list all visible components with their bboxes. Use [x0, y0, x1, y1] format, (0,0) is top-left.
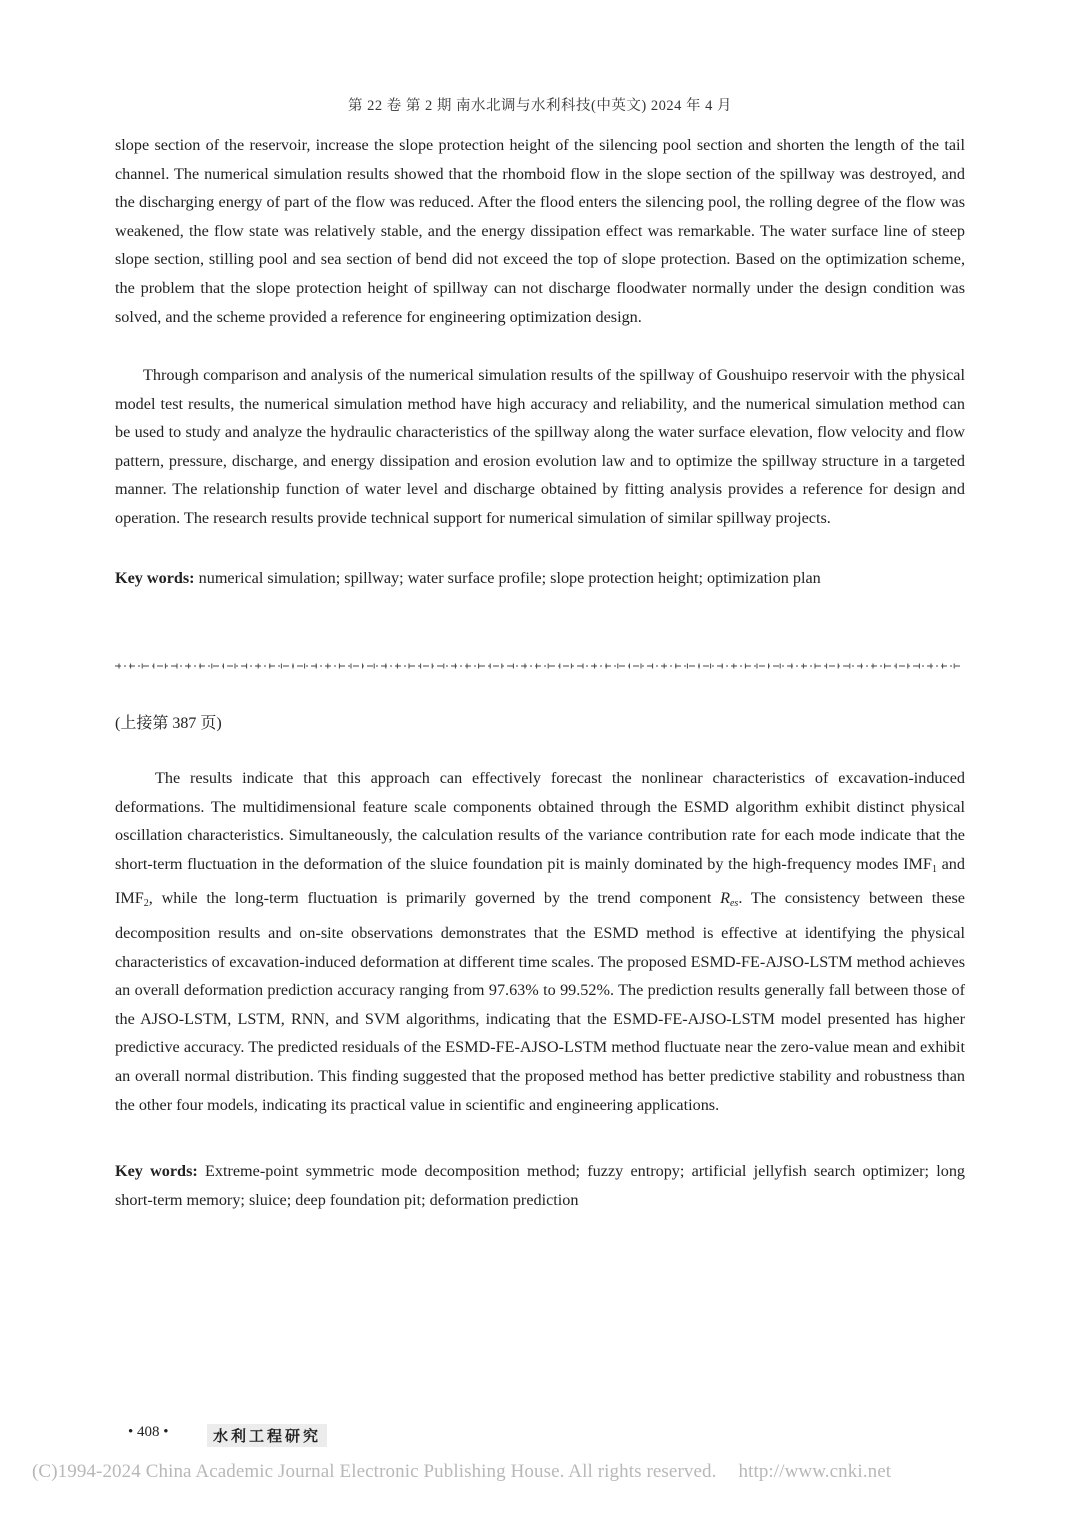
copyright-url[interactable]: http://www.cnki.net — [738, 1461, 892, 1482]
imf-term: IMF — [115, 889, 144, 908]
section-divider — [115, 662, 960, 670]
paragraph-text: The results indicate that this approach can effectively forecast the nonlinear characteristics of excavation-induced deformations. The multidimensional feature scale components obtained through the ESMD algorithm exhibit distinct physical oscillation characteristics. Simultaneously, the calculation results of the variance contribution rate for each mode indicate that the short-term fluctuation in the deformation of the sluice foundation pit is mainly dominated by the high-frequency modes — [115, 769, 965, 873]
paragraph-text: . The consistency between these decomposition results and on-site observations demonstrates that the ESMD method is effective at identifying the physical characteristics of excavation-induced deformation at different time scales. The proposed ESMD-FE-AJSO-LSTM method achieves an overall deformation prediction accuracy ranging from 97.63% to 99.52%. The prediction results generally fall between those of the AJSO-LSTM, LSTM, RNN, and SVM algorithms, indicating that the ESMD-FE-AJSO-LSTM model presented has higher predictive accuracy. The predicted residuals of the ESMD-FE-AJSO-LSTM method fluctuate near the zero-value mean and exhibit an overall normal distribution. This finding suggested that the proposed method has better predictive stability and robustness than the other four models, indicating its practical value in scientific and engineering applications. — [115, 889, 965, 1114]
page-number: • 408 • — [128, 1424, 169, 1440]
paragraph-text: , while the long-term fluctuation is primarily governed by the trend component — [148, 889, 721, 908]
continued-from-note: (上接第 387 页) — [115, 715, 222, 732]
keywords-label: Key words: — [115, 1162, 198, 1180]
trend-subscript: es — [729, 898, 739, 910]
keywords-text: Extreme-point symmetric mode decomposition method; fuzzy entropy; artificial jellyfish search optimizer; long short-term memory; sluice; deep foundation pit; deformation prediction — [115, 1162, 966, 1209]
running-header: 第 22 卷 第 2 期 南水北调与水利科技(中英文) 2024 年 4 月 — [348, 98, 732, 114]
paragraph-text: and — [936, 854, 965, 873]
keywords-text: numerical simulation; spillway; water surface profile; slope protection height; optimization plan — [198, 569, 821, 587]
copyright-text: (C)1994-2024 China Academic Journal Electronic Publishing House. All rights reserved. — [32, 1461, 717, 1482]
copyright-line — [32, 1461, 891, 1483]
trend-symbol: R — [720, 889, 730, 908]
keywords-label: Key words: — [115, 569, 195, 587]
keywords-top — [115, 564, 965, 593]
imf-subscript: 2 — [143, 898, 149, 910]
imf-subscript: 1 — [931, 863, 937, 875]
keywords-bottom — [115, 1157, 965, 1214]
abstract-paragraph-3 — [115, 764, 965, 1119]
abstract-paragraph-2: Through comparison and analysis of the numerical simulation results of the spillway of Goushuipo reservoir with the physical model test results, the numerical simulation method have high accuracy and reliability, and the numerical simulation method can be used to study and analyze the hydraulic characteristics of the spillway along the water surface elevation, flow velocity and flow pattern, pressure, discharge, and energy dissipation and erosion evolution law and to optimize the spillway structure in a targeted manner. The relationship function of water level and discharge obtained by fitting analysis provides a reference for design and operation. The research results provide technical support for numerical simulation of similar spillway projects. — [115, 366, 965, 527]
imf-term: IMF — [903, 854, 932, 873]
abstract-paragraph-1: slope section of the reservoir, increase the slope protection height of the silencing pool section and shorten the length of the tail channel. The numerical simulation results showed that the rhomboid flow in the slope section of the spillway was destroyed, and the discharging energy of part of the flow was reduced. After the flood enters the silencing pool, the rolling degree of the flow was weakened, the flow state was relatively stable, and the energy dissipation effect was remarkable. The water surface line of steep slope section, stilling pool and sea section of bend did not exceed the top of slope protection. Based on the optimization scheme, the problem that the slope protection height of spillway can not discharge floodwater normally under the design condition was solved, and the scheme provided a reference for engineering optimization design. — [115, 136, 965, 326]
journal-column-name: 水利工程研究 — [207, 1424, 327, 1447]
